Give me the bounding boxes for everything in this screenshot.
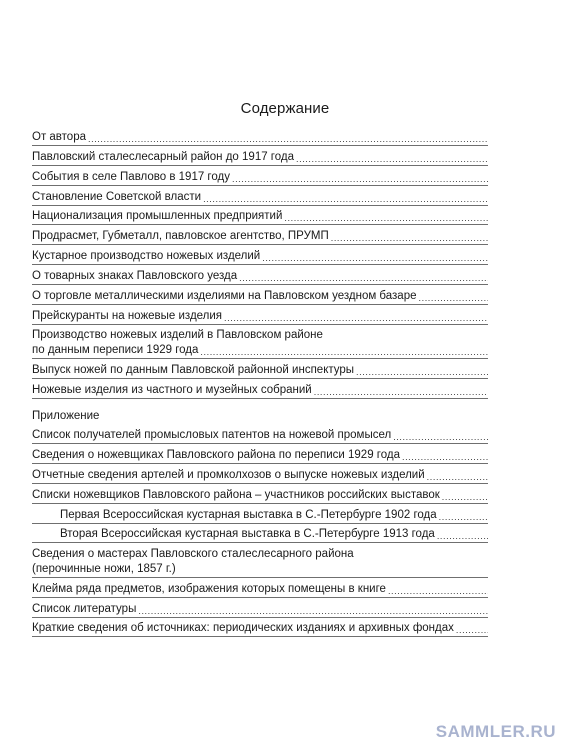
dot-leader bbox=[427, 471, 488, 483]
toc-entry bbox=[32, 447, 488, 464]
toc-entry bbox=[32, 467, 488, 484]
toc-entry-label-line2: по данным переписи 1929 года bbox=[32, 344, 199, 357]
toc-entry bbox=[32, 601, 488, 618]
toc-entry-label: Продрасмет, Губметалл, павловское агентство, ПРУМП bbox=[32, 230, 329, 243]
toc-entry-label-line1: Сведения о мастерах Павловского сталеслесарного района bbox=[32, 547, 354, 560]
toc-entry-label: Первая Всероссийская кустарная выставка в С.-Петербурге 1902 года bbox=[60, 508, 437, 521]
toc-entry bbox=[32, 229, 488, 246]
toc-entry-label: Список литературы bbox=[32, 602, 137, 615]
toc-entry bbox=[32, 487, 488, 504]
dot-leader bbox=[456, 624, 488, 636]
dot-leader bbox=[262, 252, 488, 264]
toc-entry-label: О товарных знаках Павловского уезда bbox=[32, 270, 238, 283]
dot-leader bbox=[232, 173, 488, 185]
toc-entry bbox=[32, 149, 488, 166]
dot-leader bbox=[439, 511, 488, 523]
toc-entry bbox=[32, 308, 488, 325]
dot-leader bbox=[284, 212, 488, 224]
dot-leader bbox=[419, 292, 489, 304]
toc-entry bbox=[32, 209, 488, 226]
toc-entry-label: От автора bbox=[32, 130, 86, 143]
toc-entry bbox=[32, 363, 488, 380]
toc-entry-label-line2: (перочинные ножи, 1857 г.) bbox=[32, 562, 176, 575]
dot-leader bbox=[296, 153, 488, 165]
dot-leader bbox=[437, 530, 488, 542]
page-title: Содержание bbox=[240, 100, 330, 117]
dot-leader bbox=[200, 346, 488, 358]
dot-leader bbox=[239, 272, 488, 284]
dot-leader bbox=[356, 366, 488, 378]
toc-entry-label: События в селе Павлово в 1917 году bbox=[32, 170, 230, 183]
toc-subentry bbox=[32, 527, 488, 544]
toc-entry bbox=[32, 621, 488, 638]
toc-entry-label-line1: Производство ножевых изделий в Павловском районе bbox=[32, 329, 323, 342]
table-of-contents bbox=[32, 126, 488, 637]
toc-entry bbox=[32, 249, 488, 266]
toc-entry bbox=[32, 189, 488, 206]
watermark: SAMMLER.RU bbox=[435, 722, 556, 741]
toc-entry bbox=[32, 129, 488, 146]
toc-entry-label: Павловский сталеслесарный район до 1917 года bbox=[32, 150, 294, 163]
dot-leader bbox=[224, 312, 488, 324]
toc-entry bbox=[32, 547, 488, 578]
toc-entry-label: Прейскуранты на ножевые изделия bbox=[32, 309, 223, 322]
toc-entry-label: Отчетные сведения артелей и промколхозов о выпуске ножевых изделий bbox=[32, 468, 425, 481]
toc-subentry bbox=[32, 507, 488, 524]
dot-leader bbox=[393, 431, 488, 443]
toc-entry-label: Кустарное производство ножевых изделий bbox=[32, 250, 261, 263]
dot-leader bbox=[88, 133, 488, 145]
toc-entry bbox=[32, 328, 488, 359]
toc-entry bbox=[32, 383, 488, 400]
toc-entry-label: Клейма ряда предметов, изображения которых помещены в книге bbox=[32, 582, 386, 595]
toc-entry-label: Список получателей промысловых патентов на ножевой промысел bbox=[32, 428, 392, 441]
toc-entry bbox=[32, 269, 488, 286]
toc-entry-label: Списки ножевщиков Павловского района – участников российских выставок bbox=[32, 488, 440, 501]
dot-leader bbox=[331, 232, 488, 244]
toc-entry bbox=[32, 169, 488, 186]
toc-entry-label: Краткие сведения об источниках: периодических изданиях и архивных фондах bbox=[32, 622, 454, 635]
dot-leader bbox=[138, 605, 488, 617]
dot-leader bbox=[203, 193, 488, 205]
toc-entry bbox=[32, 427, 488, 444]
dot-leader bbox=[314, 386, 488, 398]
toc-entry-label: О торговле металлическими изделиями на Павловском уездном базаре bbox=[32, 290, 417, 303]
appendix-heading: Приложение bbox=[32, 410, 100, 423]
dot-leader bbox=[402, 451, 488, 463]
toc-entry-label: Становление Советской власти bbox=[32, 190, 202, 203]
toc-entry bbox=[32, 289, 488, 306]
toc-entry bbox=[32, 581, 488, 598]
dot-leader bbox=[388, 585, 488, 597]
toc-entry-label: Национализация промышленных предприятий bbox=[32, 210, 283, 223]
toc-entry-label: Ножевые изделия из частного и музейных собраний bbox=[32, 384, 312, 397]
toc-entry-label: Выпуск ножей по данным Павловской районной инспектуры bbox=[32, 364, 355, 377]
dot-leader bbox=[442, 491, 488, 503]
toc-entry-label: Вторая Всероссийская кустарная выставка в С.-Петербурге 1913 года bbox=[60, 528, 435, 541]
toc-entry-label: Сведения о ножевщиках Павловского района по переписи 1929 года bbox=[32, 448, 400, 461]
